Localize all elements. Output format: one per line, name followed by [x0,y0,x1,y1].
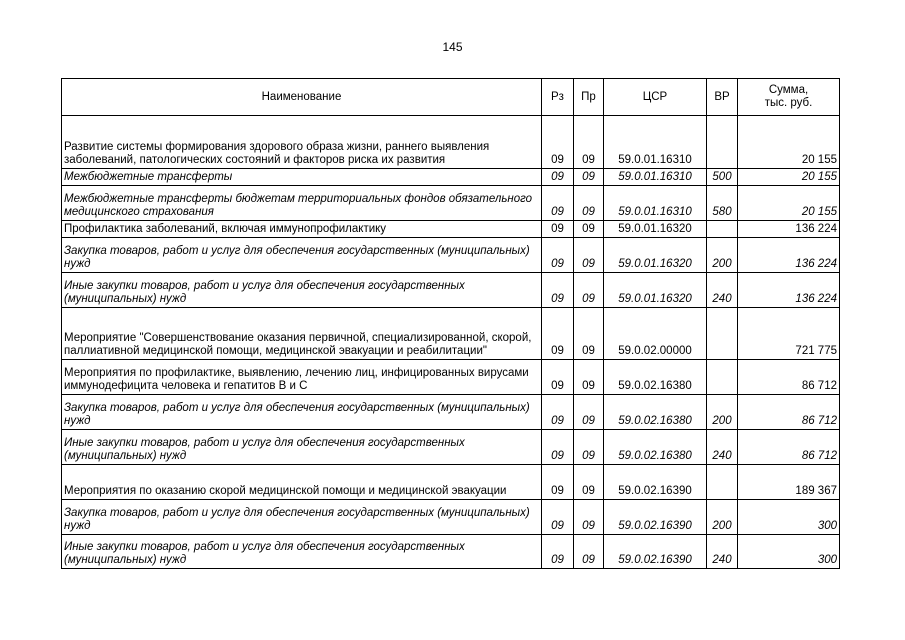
row-pr-cell: 09 [574,186,604,221]
row-vr-cell: 240 [707,273,738,308]
row-rz-cell: 09 [542,273,574,308]
row-pr-cell: 09 [574,221,604,238]
row-name-cell: Межбюджетные трансферты бюджетам территориальных фондов обязательного медицинского страхования [62,186,542,221]
row-rz-cell: 09 [542,395,574,430]
row-csr-cell: 59.0.01.16320 [604,238,707,273]
row-sum-cell: 86 712 [738,360,840,395]
row-vr-cell [707,360,738,395]
row-name-cell: Иные закупки товаров, работ и услуг для обеспечения государственных (муниципальных) нужд [62,273,542,308]
row-csr-cell: 59.0.01.16310 [604,116,707,169]
header-sum [738,79,840,116]
row-csr-cell: 59.0.02.16380 [604,395,707,430]
row-rz-cell: 09 [542,430,574,465]
row-vr-cell: 200 [707,238,738,273]
row-rz-cell: 09 [542,535,574,569]
row-sum-cell: 721 775 [738,308,840,360]
row-name-cell: Мероприятия по профилактике, выявлению, лечению лиц, инфицированных вирусами иммунодефицита человека и гепатитов В и С [62,360,542,395]
row-vr-cell: 200 [707,500,738,535]
row-vr-cell: 500 [707,169,738,186]
row-sum-cell: 136 224 [738,273,840,308]
table-row [62,169,840,186]
row-sum-cell: 136 224 [738,238,840,273]
header-vr: ВР [707,79,738,116]
header-pr: Пр [574,79,604,116]
row-sum-cell: 86 712 [738,395,840,430]
row-rz-cell: 09 [542,221,574,238]
row-csr-cell: 59.0.02.16390 [604,535,707,569]
row-rz-cell: 09 [542,500,574,535]
row-pr-cell: 09 [574,169,604,186]
table-row [62,238,840,273]
row-rz-cell: 09 [542,308,574,360]
header-rz: Рз [542,79,574,116]
table-row [62,360,840,395]
row-csr-cell: 59.0.02.16390 [604,465,707,500]
row-name-cell: Иные закупки товаров, работ и услуг для обеспечения государственных (муниципальных) нужд [62,535,542,569]
header-name: Наименование [62,79,542,116]
row-sum-cell: 136 224 [738,221,840,238]
table-row [62,430,840,465]
table-row [62,186,840,221]
row-csr-cell: 59.0.02.16380 [604,430,707,465]
table-body [62,116,840,569]
row-csr-cell: 59.0.01.16320 [604,221,707,238]
row-pr-cell: 09 [574,465,604,500]
row-pr-cell: 09 [574,430,604,465]
table-row [62,535,840,569]
row-pr-cell: 09 [574,308,604,360]
row-sum-cell: 86 712 [738,430,840,465]
table-row [62,116,840,169]
row-csr-cell: 59.0.02.16390 [604,500,707,535]
budget-table [61,78,840,569]
row-vr-cell [707,465,738,500]
row-rz-cell: 09 [542,238,574,273]
row-sum-cell: 300 [738,535,840,569]
row-csr-cell: 59.0.01.16310 [604,169,707,186]
table-header-row [62,79,840,116]
row-vr-cell [707,221,738,238]
table-row [62,273,840,308]
row-name-cell: Закупка товаров, работ и услуг для обеспечения государственных (муниципальных) нужд [62,238,542,273]
row-sum-cell: 20 155 [738,169,840,186]
row-vr-cell: 240 [707,535,738,569]
row-name-cell: Мероприятия по оказанию скорой медицинской помощи и медицинской эвакуации [62,465,542,500]
row-rz-cell: 09 [542,360,574,395]
row-name-cell: Мероприятие "Совершенствование оказания первичной, специализированной, скорой, паллиативной медицинской помощи, медицинской эвакуации и реабилитации" [62,308,542,360]
header-csr: ЦСР [604,79,707,116]
row-sum-cell: 189 367 [738,465,840,500]
row-vr-cell: 240 [707,430,738,465]
row-rz-cell: 09 [542,116,574,169]
row-rz-cell: 09 [542,169,574,186]
row-vr-cell [707,116,738,169]
table-row [62,308,840,360]
row-name-cell: Закупка товаров, работ и услуг для обеспечения государственных (муниципальных) нужд [62,500,542,535]
row-rz-cell: 09 [542,465,574,500]
table-row [62,395,840,430]
row-vr-cell: 200 [707,395,738,430]
row-sum-cell: 300 [738,500,840,535]
row-vr-cell [707,308,738,360]
table-row [62,465,840,500]
row-vr-cell: 580 [707,186,738,221]
row-pr-cell: 09 [574,395,604,430]
row-csr-cell: 59.0.02.00000 [604,308,707,360]
row-csr-cell: 59.0.02.16380 [604,360,707,395]
row-csr-cell: 59.0.01.16320 [604,273,707,308]
row-sum-cell: 20 155 [738,186,840,221]
row-pr-cell: 09 [574,273,604,308]
row-name-cell: Иные закупки товаров, работ и услуг для обеспечения государственных (муниципальных) нужд [62,430,542,465]
header-sum-line1: Сумма, [768,84,809,96]
row-name-cell: Профилактика заболеваний, включая иммунопрофилактику [62,221,542,238]
row-pr-cell: 09 [574,116,604,169]
row-name-cell: Развитие системы формирования здорового образа жизни, раннего выявления заболеваний, патологических состояний и факторов риска их развития [62,116,542,169]
row-pr-cell: 09 [574,238,604,273]
page-number: 145 [442,40,463,54]
table-row [62,221,840,238]
row-sum-cell: 20 155 [738,116,840,169]
row-pr-cell: 09 [574,500,604,535]
row-name-cell: Межбюджетные трансферты [62,169,542,186]
row-csr-cell: 59.0.01.16310 [604,186,707,221]
header-sum-line2: тыс. руб. [764,97,813,109]
table-row [62,500,840,535]
row-rz-cell: 09 [542,186,574,221]
row-name-cell: Закупка товаров, работ и услуг для обеспечения государственных (муниципальных) нужд [62,395,542,430]
row-pr-cell: 09 [574,535,604,569]
row-pr-cell: 09 [574,360,604,395]
